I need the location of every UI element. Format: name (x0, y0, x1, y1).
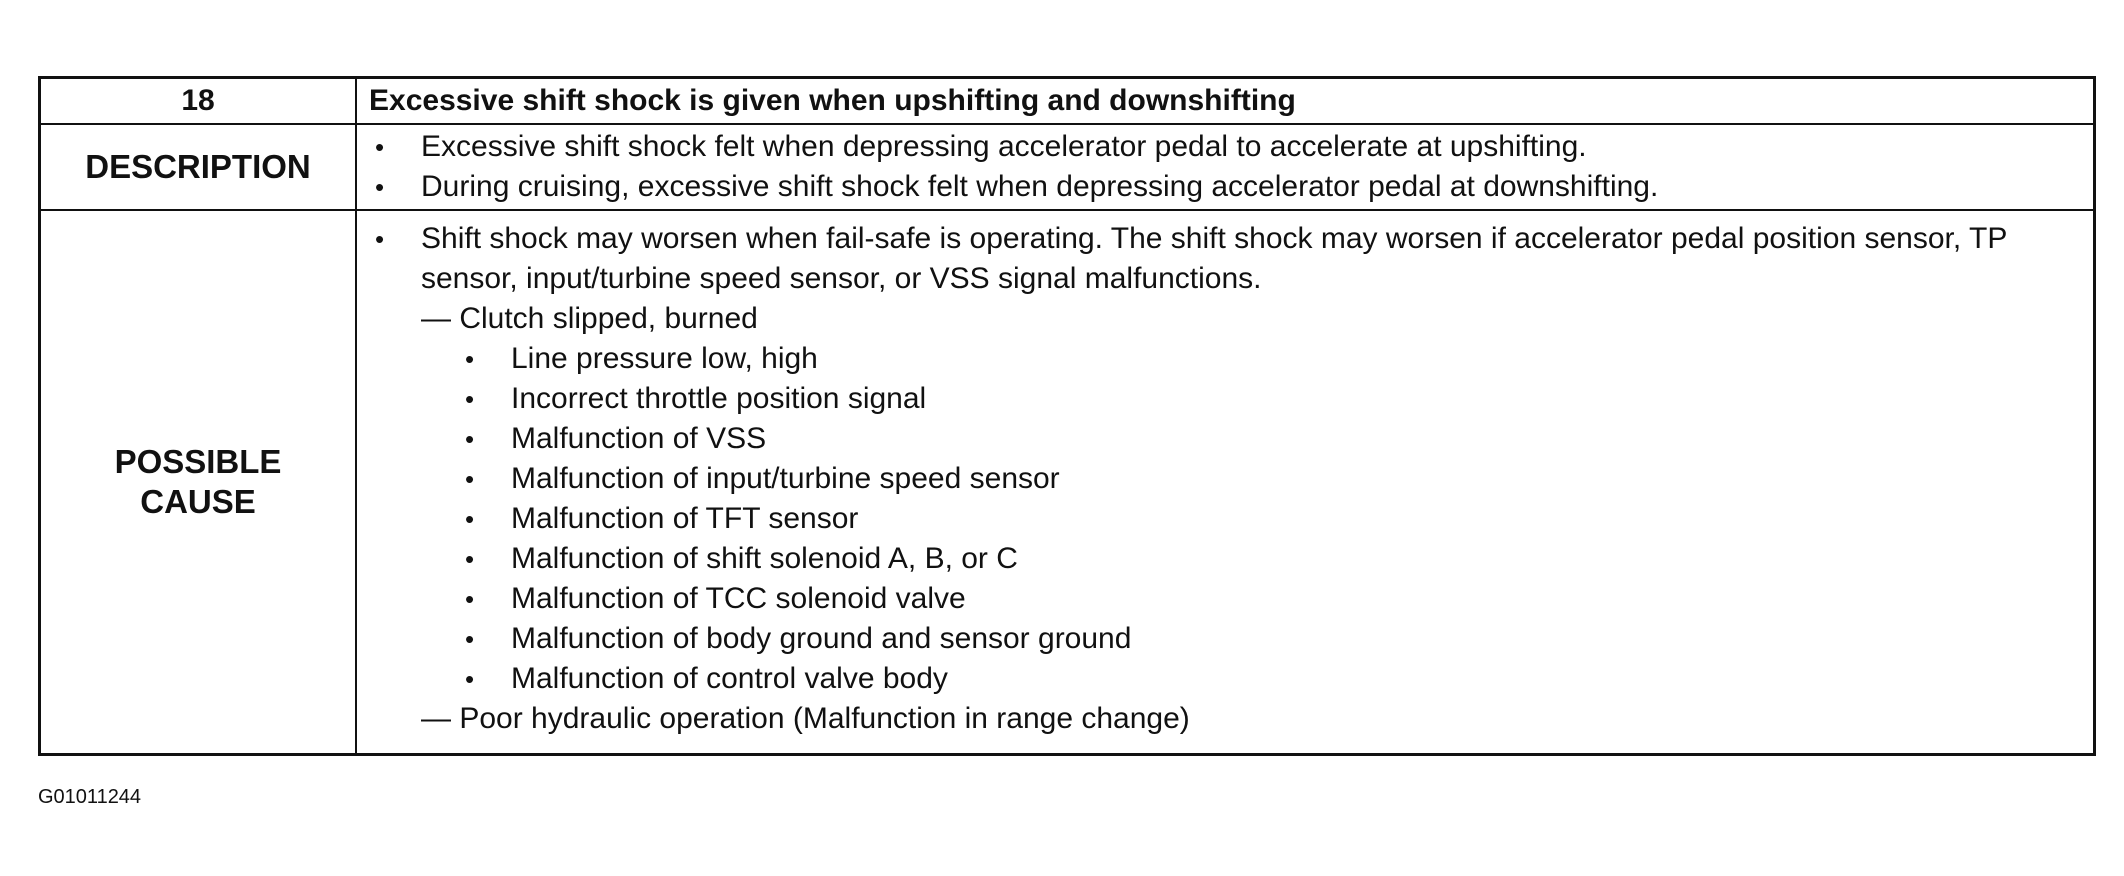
cause-sub-item (375, 339, 2093, 379)
cause-sub-item-text: Incorrect throttle position signal (511, 382, 927, 415)
symptom-title: Excessive shift shock is given when upshifting and downshifting (357, 79, 2093, 125)
cause-sub-item (375, 499, 2093, 539)
cause-sub-item-text: Malfunction of VSS (511, 422, 767, 455)
bullet-icon: • (375, 132, 385, 162)
symptom-number: 18 (41, 79, 357, 125)
possible-cause-content (357, 211, 2093, 753)
cause-sub-item (375, 659, 2093, 699)
description-item-text: During cruising, excessive shift shock felt when depressing accelerator pedal at downshifting. (421, 170, 1659, 203)
bullet-icon: • (375, 172, 385, 202)
cause-sub-item (375, 459, 2093, 499)
cause-sub-item-text: Malfunction of body ground and sensor ground (511, 622, 1132, 655)
bullet-icon: • (465, 664, 475, 694)
cause-sub-item-text: Line pressure low, high (511, 342, 818, 375)
cause-sub-item (375, 579, 2093, 619)
description-item (375, 167, 2093, 207)
cause-intro-item (375, 219, 2093, 299)
cause-group-heading: — Poor hydraulic operation (Malfunction in range change) (421, 702, 1190, 735)
cause-sub-item-text: Malfunction of TCC solenoid valve (511, 582, 966, 615)
figure-id: G01011244 (38, 786, 142, 808)
bullet-icon: • (375, 224, 385, 254)
bullet-icon: • (465, 384, 475, 414)
description-label: DESCRIPTION (41, 125, 357, 211)
cause-group-heading: — Clutch slipped, burned (421, 302, 758, 335)
possible-cause-label-line1: POSSIBLE (114, 443, 282, 480)
cause-sub-item (375, 619, 2093, 659)
cause-sub-item-text: Malfunction of control valve body (511, 662, 948, 695)
cause-sub-item (375, 379, 2093, 419)
diagnostic-table (38, 76, 2096, 756)
description-content (357, 125, 2093, 211)
bullet-icon: • (465, 424, 475, 454)
bullet-icon: • (465, 544, 475, 574)
bullet-icon: • (465, 624, 475, 654)
cause-sub-item (375, 419, 2093, 459)
description-item (375, 127, 2093, 167)
cause-sub-item-text: Malfunction of shift solenoid A, B, or C (511, 542, 1018, 575)
bullet-icon: • (465, 464, 475, 494)
bullet-icon: • (465, 504, 475, 534)
cause-sub-item-text: Malfunction of input/turbine speed sensor (511, 462, 1060, 495)
cause-sub-item-text: Malfunction of TFT sensor (511, 502, 859, 535)
possible-cause-label (41, 211, 357, 753)
description-item-text: Excessive shift shock felt when depressing accelerator pedal to accelerate at upshifting. (421, 130, 1587, 163)
bullet-icon: • (465, 344, 475, 374)
bullet-icon: • (465, 584, 475, 614)
possible-cause-label-line2: CAUSE (140, 483, 256, 520)
cause-sub-item (375, 539, 2093, 579)
cause-intro-text: Shift shock may worsen when fail-safe is operating. The shift shock may worsen if accelerator pedal position sensor, TP sensor, input/turbine speed sensor, or VSS signal malfunctions. (421, 222, 2007, 295)
